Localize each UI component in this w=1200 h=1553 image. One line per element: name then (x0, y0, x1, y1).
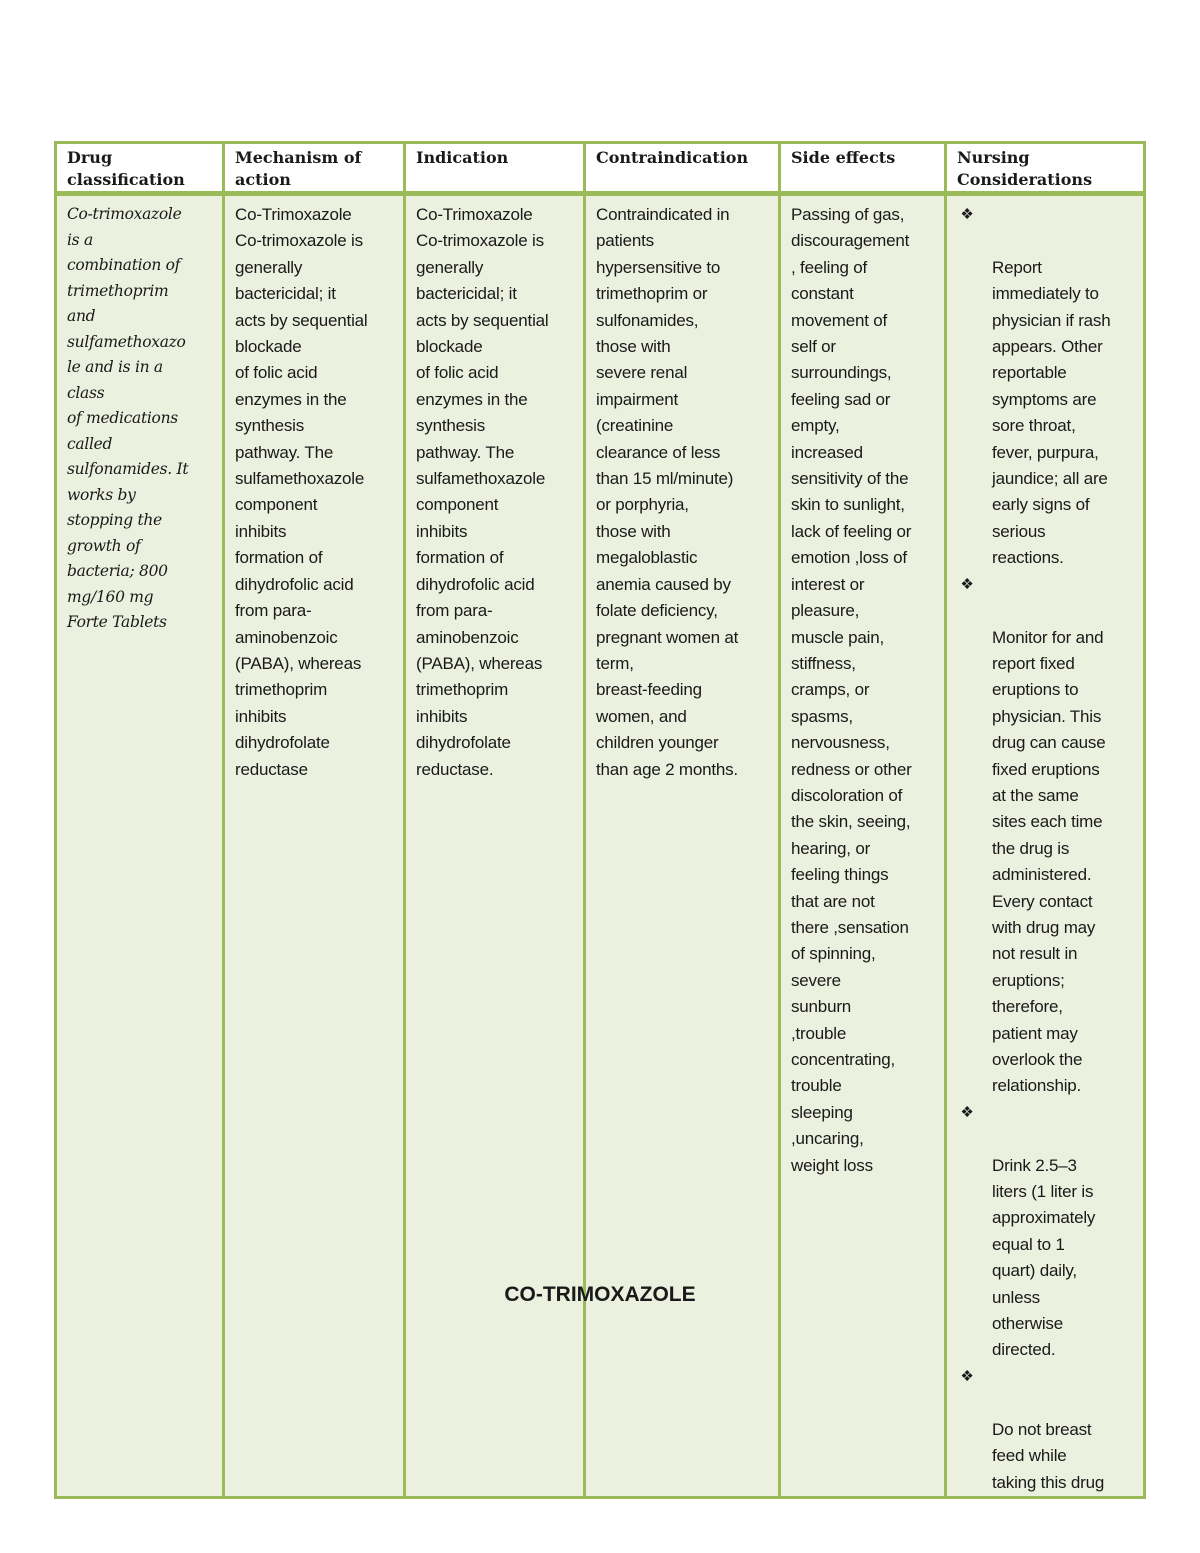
diamond-bullet-icon: ❖ (960, 1103, 974, 1121)
indication-text: Co-Trimoxazole Co-trimoxazole is generally bactericidal; it acts by sequential blockade of folic acid enzymes in the synthesis pathway. The sulfamethoxazole component inhibits formation of dihydrofolic acid from para- aminobenzoic (PABA), whereas trimethoprim inhibits dihydrofolate reductase. (416, 205, 549, 779)
diamond-bullet-icon: ❖ (960, 206, 974, 223)
nursing-item (957, 572, 1135, 1100)
nursing-item (957, 202, 1135, 572)
header-drug-classification: Drug classification (57, 144, 225, 196)
contraindication-text: Contraindicated in patients hypersensitive to trimethoprim or sulfonamides, those with severe renal impairment (creatinine clearance of less than 15 ml/minute) or porphyria, those with megaloblastic anemia caused by folate deficiency, pregnant women at term, breast-feeding women, and children younger than age 2 months. (596, 205, 739, 779)
nursing-item (957, 1100, 1135, 1364)
nursing-item-text: Report immediately to physician if rash appears. Other reportable symptoms are sore throat, fever, purpura, jaundice; all are early signs of serious reactions. (992, 257, 1111, 568)
side-effects-text: Passing of gas, discouragement , feeling of constant movement of self or surroundings, feeling sad or empty, increased sensitivity of the skin to sunlight, lack of feeling or emotion ,loss of interest or pleasure, muscle pain, stiffness, cramps, or spasms, nervousness, redness or other discoloration of the skin, seeing, hearing, or feeling things that are not there ,sensation of spinning, severe sunburn ,trouble concentrating, trouble sleeping ,uncaring, weight loss (791, 205, 912, 1175)
nursing-item-text: Do not breast feed while taking this drug (992, 1419, 1105, 1492)
document-caption: CO-TRIMOXAZOLE (504, 1283, 696, 1306)
header-contraindication: Contraindication (586, 144, 781, 196)
header-row (57, 144, 1143, 196)
mechanism-text: Co-Trimoxazole Co-trimoxazole is generally bactericidal; it acts by sequential blockade of folic acid enzymes in the synthesis pathway. The sulfamethoxazole component inhibits formation of dihydrofolic acid from para- aminobenzoic (PABA), whereas trimethoprim inhibits dihydrofolate reductase (235, 205, 368, 779)
header-indication: Indication (406, 144, 586, 196)
header-mechanism-of-action: Mechanism of action (225, 144, 406, 196)
drug-classification-text: Co-trimoxazole is a combination of trimethoprim and sulfamethoxazo le and is in a class of medications called sulfonamides. It works by stopping the growth of bacteria; 800 mg/160 mg Forte Tablets (67, 205, 189, 631)
header-side-effects: Side effects (781, 144, 947, 196)
header-nursing-considerations: Nursing Considerations (947, 144, 1143, 196)
nursing-item-text: Drink 2.5–3 liters (1 liter is approximately equal to 1 quart) daily, unless otherwise directed. (992, 1155, 1096, 1360)
diamond-bullet-icon: ❖ (960, 575, 974, 593)
nursing-item-text: Monitor for and report fixed eruptions to physician. This drug can cause fixed eruptions at the same sites each time the drug is administered. Every contact with drug may not result in eruptions; therefore, patient may overlook the relationship. (992, 627, 1106, 1096)
nursing-item (957, 1364, 1135, 1496)
diamond-bullet-icon: ❖ (960, 1367, 974, 1385)
